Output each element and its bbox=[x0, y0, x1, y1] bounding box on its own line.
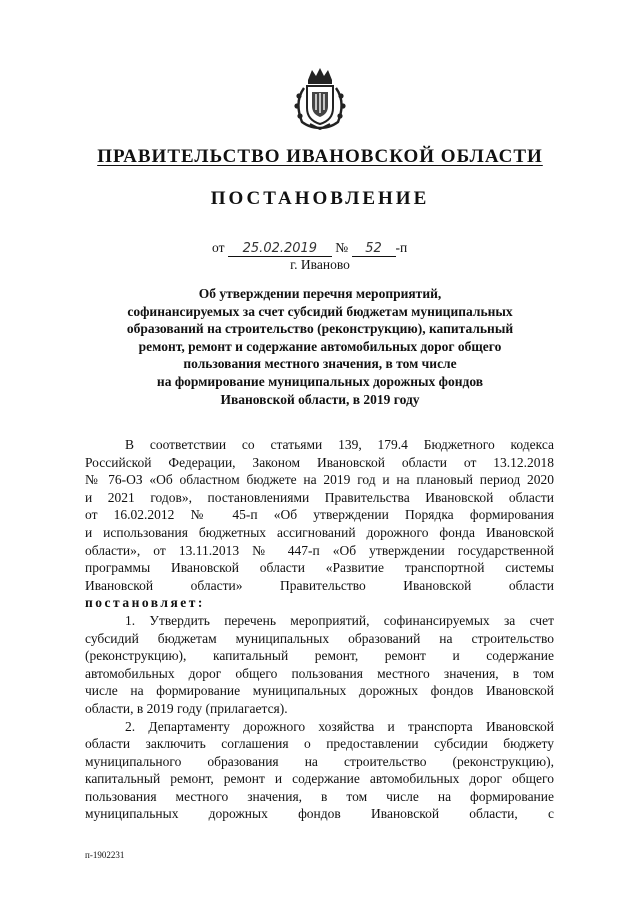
subject-line: пользования местного значения, в том числе bbox=[183, 356, 457, 372]
subject-line: софинансируемых за счет субсидий бюджетам муниципальных bbox=[127, 303, 513, 319]
body-line: субсидий бюджетам муниципальных образований на строительство bbox=[85, 630, 554, 646]
body-line: муниципального образования на строительство (реконструкцию), bbox=[85, 753, 554, 769]
body-line: (реконструкцию), капитальный ремонт, ремонт и содержание bbox=[85, 648, 554, 664]
body-line: области», от 13.11.2013 № 447-п «Об утверждении государственной bbox=[85, 542, 554, 558]
body-line: 1. Утвердить перечень мероприятий, софинансируемых за счет bbox=[125, 612, 554, 628]
body-line: Российской Федерации, Законом Ивановской области от 13.12.2018 bbox=[85, 454, 554, 470]
coat-of-arms-emblem bbox=[290, 66, 350, 130]
subject-line: Об утверждении перечня мероприятий, bbox=[198, 286, 442, 301]
number-suffix: -п bbox=[395, 240, 408, 255]
resolution-word: постановляет: bbox=[85, 595, 205, 611]
body-line: № 76-ОЗ «Об областном бюджете на 2019 год и на плановый период 2020 bbox=[85, 472, 554, 488]
document-body bbox=[85, 436, 554, 823]
subject-line: образований на строительство (реконструкцию), капитальный bbox=[126, 321, 514, 337]
city: г. Иваново bbox=[290, 257, 350, 272]
government-title: ПРАВИТЕЛЬСТВО ИВАНОВСКОЙ ОБЛАСТИ bbox=[97, 146, 543, 167]
body-line: капитальный ремонт, ремонт и содержание автомобильных дорог общего bbox=[85, 771, 554, 787]
body-line: В соответствии со статьями 139, 179.4 Бюджетного кодекса bbox=[125, 437, 554, 452]
decree-number: 52 bbox=[352, 242, 396, 257]
body-line: муниципальных дорожных фондов Ивановской области, с bbox=[85, 806, 554, 822]
date-prefix: от bbox=[212, 240, 225, 255]
subject-line: ремонт, ремонт и содержание автомобильных дорог общего bbox=[138, 338, 502, 354]
body-line: и 2021 годов», постановлениями Правительства Ивановской области bbox=[85, 489, 554, 505]
document-type: ПОСТАНОВЛЕНИЕ bbox=[210, 188, 430, 209]
body-line: программы Ивановской области «Развитие транспортной системы bbox=[85, 560, 554, 576]
document-subject bbox=[90, 285, 550, 408]
body-line: автомобильных дорог общего пользования местного значения, в том bbox=[85, 665, 554, 681]
number-label: № bbox=[335, 240, 349, 255]
body-line: пользования местного значения, в том числе на формирование bbox=[85, 788, 554, 804]
body-line: числе на формирование муниципальных дорожных фондов Ивановской bbox=[85, 683, 554, 699]
document-code: п-1902231 bbox=[85, 850, 125, 860]
body-line: и использования бюджетных ассигнований дорожного фонда Ивановской bbox=[85, 524, 554, 540]
body-line: от 16.02.2012 № 45-п «Об утверждении Порядка формирования bbox=[85, 507, 554, 523]
subject-line: на формирование муниципальных дорожных фондов bbox=[156, 373, 484, 389]
subject-line: Ивановской области, в 2019 году bbox=[220, 391, 420, 407]
date-number-line bbox=[212, 240, 407, 257]
decree-date: 25.02.2019 bbox=[228, 242, 332, 257]
body-line: Ивановской области» Правительство Ивановской области bbox=[85, 577, 554, 593]
body-line: 2. Департаменту дорожного хозяйства и транспорта Ивановской bbox=[125, 718, 554, 734]
body-line: области, в 2019 году (прилагается). bbox=[85, 700, 288, 716]
body-line: области заключить соглашения о предоставлении субсидии бюджету bbox=[85, 736, 554, 752]
